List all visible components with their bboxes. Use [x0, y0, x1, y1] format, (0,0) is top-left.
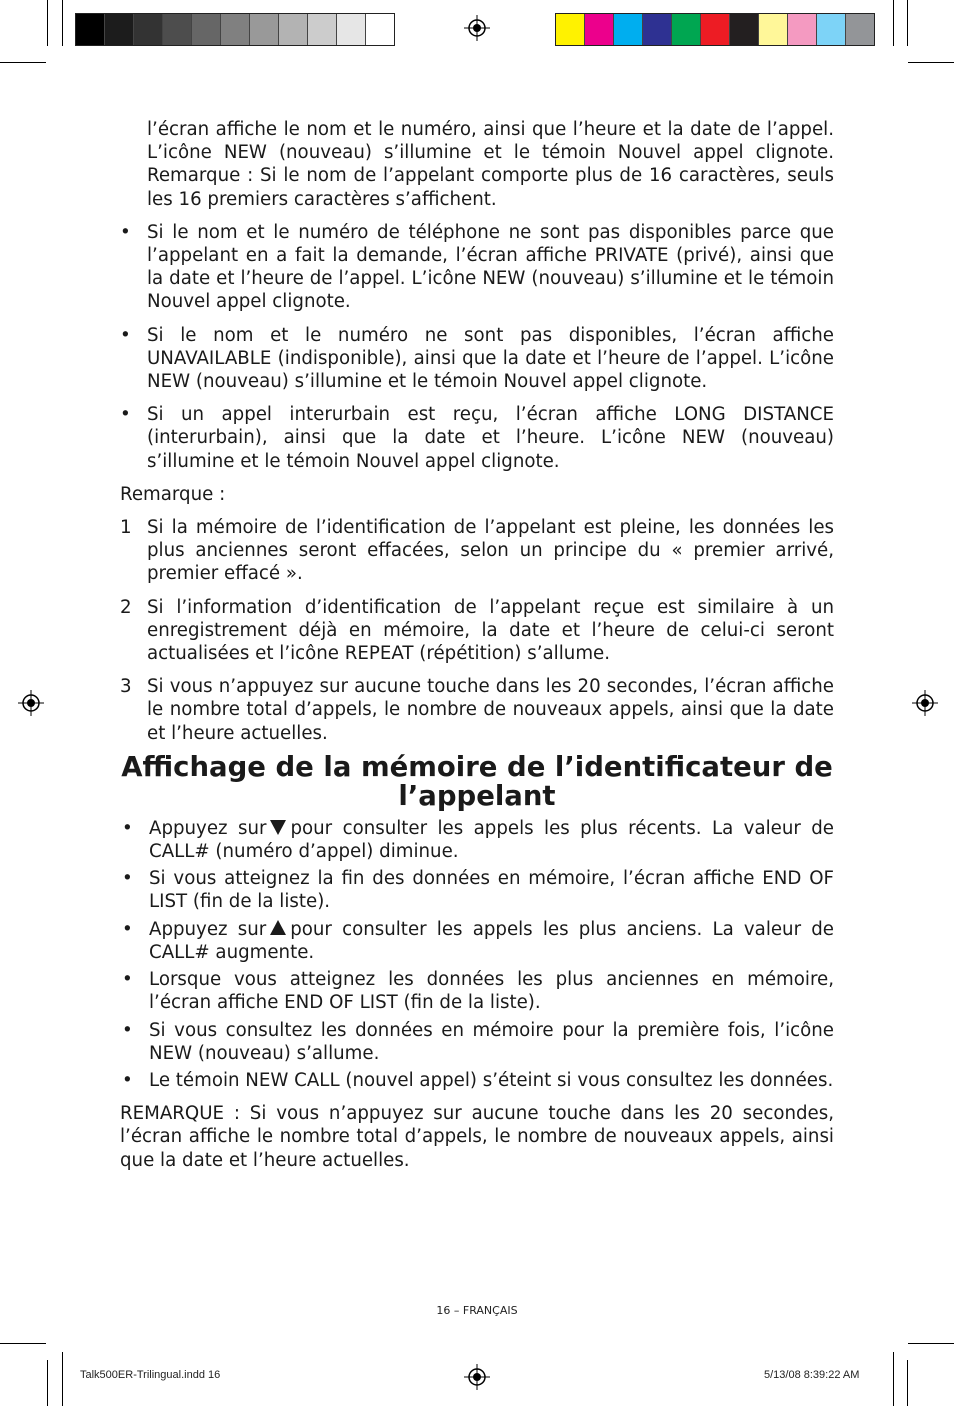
- color-swatch: [672, 14, 701, 45]
- list-item-text: Si vous atteignez la fin des données en mémoire, l’écran affiche END OF LIST (fin de la liste).: [149, 868, 834, 913]
- note-text: Si l’information d’identification de l’appelant reçue est similaire à un enregistrement déjà en mémoire, la date et l’heure de celui-ci seront actualisées et l’icône REPEAT (répétition) s’allume.: [147, 596, 834, 665]
- bullet-mark: •: [122, 868, 133, 890]
- list-item-text: Si un appel interurbain est reçu, l’écran affiche LONG DISTANCE (interurbain), ainsi que la date et l’heure. L’icône NEW (nouveau) s’illumine et le témoin Nouvel appel clignote.: [147, 404, 834, 472]
- bullet-mark: •: [120, 221, 131, 243]
- color-swatch: [730, 14, 759, 45]
- color-swatch: [366, 14, 394, 45]
- color-swatch: [163, 14, 192, 45]
- gray-color-bar: [75, 13, 395, 46]
- color-swatch: [221, 14, 250, 45]
- crop-mark: [908, 1343, 954, 1344]
- bullet-mark: •: [122, 817, 133, 839]
- note-number: 3: [120, 676, 132, 698]
- color-swatch: [250, 14, 279, 45]
- page-footer: 16 – FRANÇAIS: [436, 1304, 518, 1317]
- crop-mark: [47, 1360, 48, 1406]
- remarque-label: Remarque :: [120, 483, 226, 505]
- crop-mark: [893, 0, 894, 46]
- crop-mark: [893, 1352, 894, 1406]
- note-text: Si la mémoire de l’identification de l’appelant est pleine, les données les plus anciennes seront effacées, selon un principe du « premier arrivé, premier effacé ».: [147, 517, 834, 585]
- color-swatch: [846, 14, 874, 45]
- note-number: 1: [120, 517, 132, 539]
- crop-mark: [0, 62, 46, 63]
- list-item-text: pour consulter les appels les plus anciens. La valeur de CALL# augmente.: [149, 918, 834, 963]
- list-item-text: pour consulter les appels les plus récents. La valeur de CALL# (numéro d’appel) diminue.: [149, 817, 834, 863]
- crop-mark: [47, 0, 48, 46]
- bullet-mark: •: [122, 918, 133, 940]
- process-color-bar: [555, 13, 875, 46]
- crop-mark: [0, 1343, 46, 1344]
- slug-filename: Talk500ER-Trilingual.indd 16: [80, 1369, 221, 1381]
- bullet-mark: •: [120, 324, 131, 346]
- color-swatch: [192, 14, 221, 45]
- color-swatch: [788, 14, 817, 45]
- section-heading: Affichage de la mémoire de l’identificateur de l’appelant: [121, 750, 833, 812]
- down-arrow-icon: [269, 818, 287, 836]
- crop-mark: [62, 0, 63, 46]
- list-item: [120, 867, 834, 913]
- list-item-text: Lorsque vous atteignez les données les plus anciennes en mémoire, l’écran affiche END OF LIST (fin de la liste).: [149, 969, 834, 1014]
- color-swatch: [585, 14, 614, 45]
- note-item: [120, 596, 834, 666]
- note-text: Si vous n’appuyez sur aucune touche dans les 20 secondes, l’écran affiche le nombre total d’appels, le nombre de nouveaux appels, ainsi que la date et l’heure actuelles.: [147, 676, 834, 744]
- crop-mark: [907, 1360, 908, 1406]
- list-item-text: Le témoin NEW CALL (nouvel appel) s’éteint si vous consultez les données.: [149, 1069, 834, 1091]
- crop-mark: [907, 0, 908, 46]
- paragraph-continuation: l’écran affiche le nom et le numéro, ainsi que l’heure et la date de l’appel. L’icône NEW (nouveau) s’illumine et le témoin Nouvel appel clignote. Remarque : Si le nom de l’appelant comporte plus de 16 caractères, seuls les 16 premiers caractères s’affichent.: [147, 119, 834, 210]
- bullet-mark: •: [122, 1019, 133, 1041]
- note-item: [120, 516, 834, 586]
- list-item: [120, 1069, 834, 1092]
- registration-mark-icon: [464, 15, 490, 41]
- page-content: [120, 118, 834, 1172]
- note-number: 2: [120, 596, 132, 618]
- registration-mark-icon: [912, 690, 938, 716]
- color-swatch: [308, 14, 337, 45]
- registration-mark-icon: [18, 690, 44, 716]
- list-item-text: Appuyez sur: [149, 918, 267, 940]
- registration-mark-icon: [464, 1364, 490, 1390]
- color-swatch: [759, 14, 788, 45]
- list-item: [120, 1019, 834, 1065]
- note-item: [120, 675, 834, 745]
- color-swatch: [817, 14, 846, 45]
- color-swatch: [279, 14, 308, 45]
- list-item: [120, 918, 834, 964]
- bullet-mark: •: [120, 404, 131, 426]
- bullet-mark: •: [122, 1069, 133, 1091]
- list-item-text: Appuyez sur: [149, 817, 267, 839]
- list-item: [120, 817, 834, 863]
- bullet-mark: •: [122, 969, 133, 991]
- color-swatch: [701, 14, 730, 45]
- crop-mark: [908, 62, 954, 63]
- list-item: [120, 968, 834, 1014]
- list-item-text: Si le nom et le numéro de téléphone ne sont pas disponibles parce que l’appelant en a fait la demande, l’écran affiche PRIVATE (privé), ainsi que la date et l’heure de l’appel. L’icône NEW (nouveau) s’illumine et le témoin Nouvel appel clignote.: [147, 221, 834, 313]
- list-item: [120, 403, 834, 473]
- up-arrow-icon: [269, 919, 287, 937]
- color-swatch: [105, 14, 134, 45]
- crop-mark: [62, 1352, 63, 1406]
- final-note: REMARQUE : Si vous n’appuyez sur aucune touche dans les 20 secondes, l’écran affiche le nombre total d’appels, le nombre de nouveaux appels, ainsi que la date et l’heure actuelles.: [120, 1103, 834, 1171]
- color-swatch: [76, 14, 105, 45]
- list-item-text: Si vous consultez les données en mémoire pour la première fois, l’icône NEW (nouveau) s’allume.: [149, 1019, 834, 1064]
- color-swatch: [134, 14, 163, 45]
- list-item-text: Si le nom et le numéro ne sont pas disponibles, l’écran affiche UNAVAILABLE (indisponible), ainsi que la date et l’heure de l’appel. L’icône NEW (nouveau) s’illumine et le témoin Nouvel appel clignote.: [147, 324, 834, 393]
- color-swatch: [337, 14, 366, 45]
- color-swatch: [614, 14, 643, 45]
- color-swatch: [643, 14, 672, 45]
- color-swatch: [556, 14, 585, 45]
- list-item: [120, 221, 834, 314]
- slug-timestamp: 5/13/08 8:39:22 AM: [764, 1369, 860, 1381]
- list-item: [120, 324, 834, 394]
